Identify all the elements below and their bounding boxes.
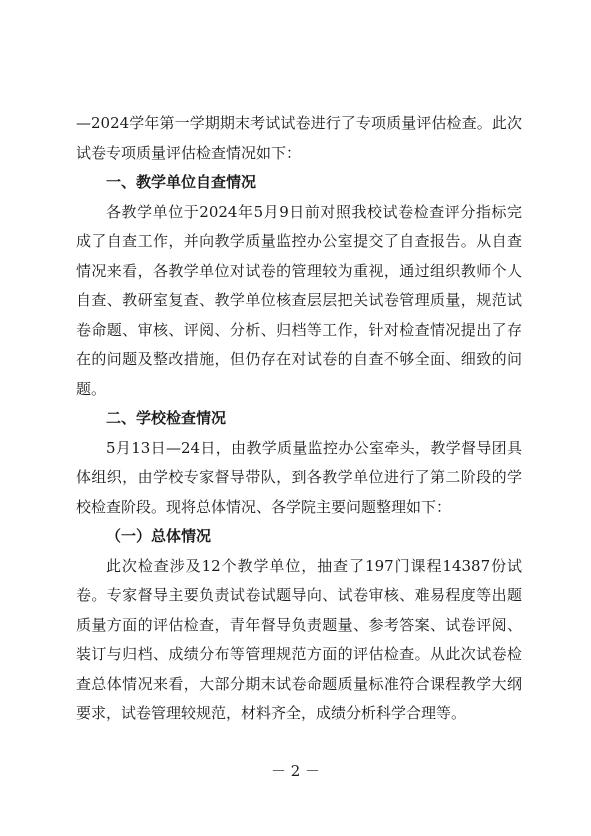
section-1-paragraph: 各教学单位于2024年5月9日前对照我校试卷检查评分指标完成了自查工作，并向教学质量监控办公室提交了自查报告。从自查情况来看，各教学单位对试卷的管理较为重视，通过组织教师个人自查、教研室复查、教学单位核查层层把关试卷管理质量，规范试卷命题、审核、评阅、分析、归档等工作，针对检查情况提出了存在的问题及整改措施，但仍存在对试卷的自查不够全面、细致的问题。 [76,202,522,398]
intro-paragraph: —2024学年第一学期期末考试试卷进行了专项质量评估检查。此次试卷专项质量评估检查情况如下： [76,114,522,162]
page-number: － 2 － [270,762,321,780]
section-2-heading: 二、学校检查情况 [106,409,227,427]
subsection-1-paragraph: 此次检查涉及12个教学单位，抽查了197门课程14387份试卷。专家督导主要负责试卷试题导向、试卷审核、难易程度等出题质量方面的评估检查，青年督导负责题量、参考答案、试卷评阅、装订与归档、成绩分布等管理规范方面的评估检查。从此次试卷检查总体情况来看，大部分期末试卷命题质量标准符合课程教学大纲要求，试卷管理较规范，材料齐全，成绩分析科学合理等。 [76,556,522,722]
subsection-1-heading: （一）总体情况 [106,527,212,545]
document-body [76,109,522,729]
section-2-paragraph: 5月13日—24日，由教学质量监控办公室牵头，教学督导团具体组织，由学校专家督导带队，到各教学单位进行了第二阶段的学校检查阶段。现将总体情况、各学院主要问题整理如下： [76,438,522,516]
section-1-heading: 一、教学单位自查情况 [106,173,257,191]
